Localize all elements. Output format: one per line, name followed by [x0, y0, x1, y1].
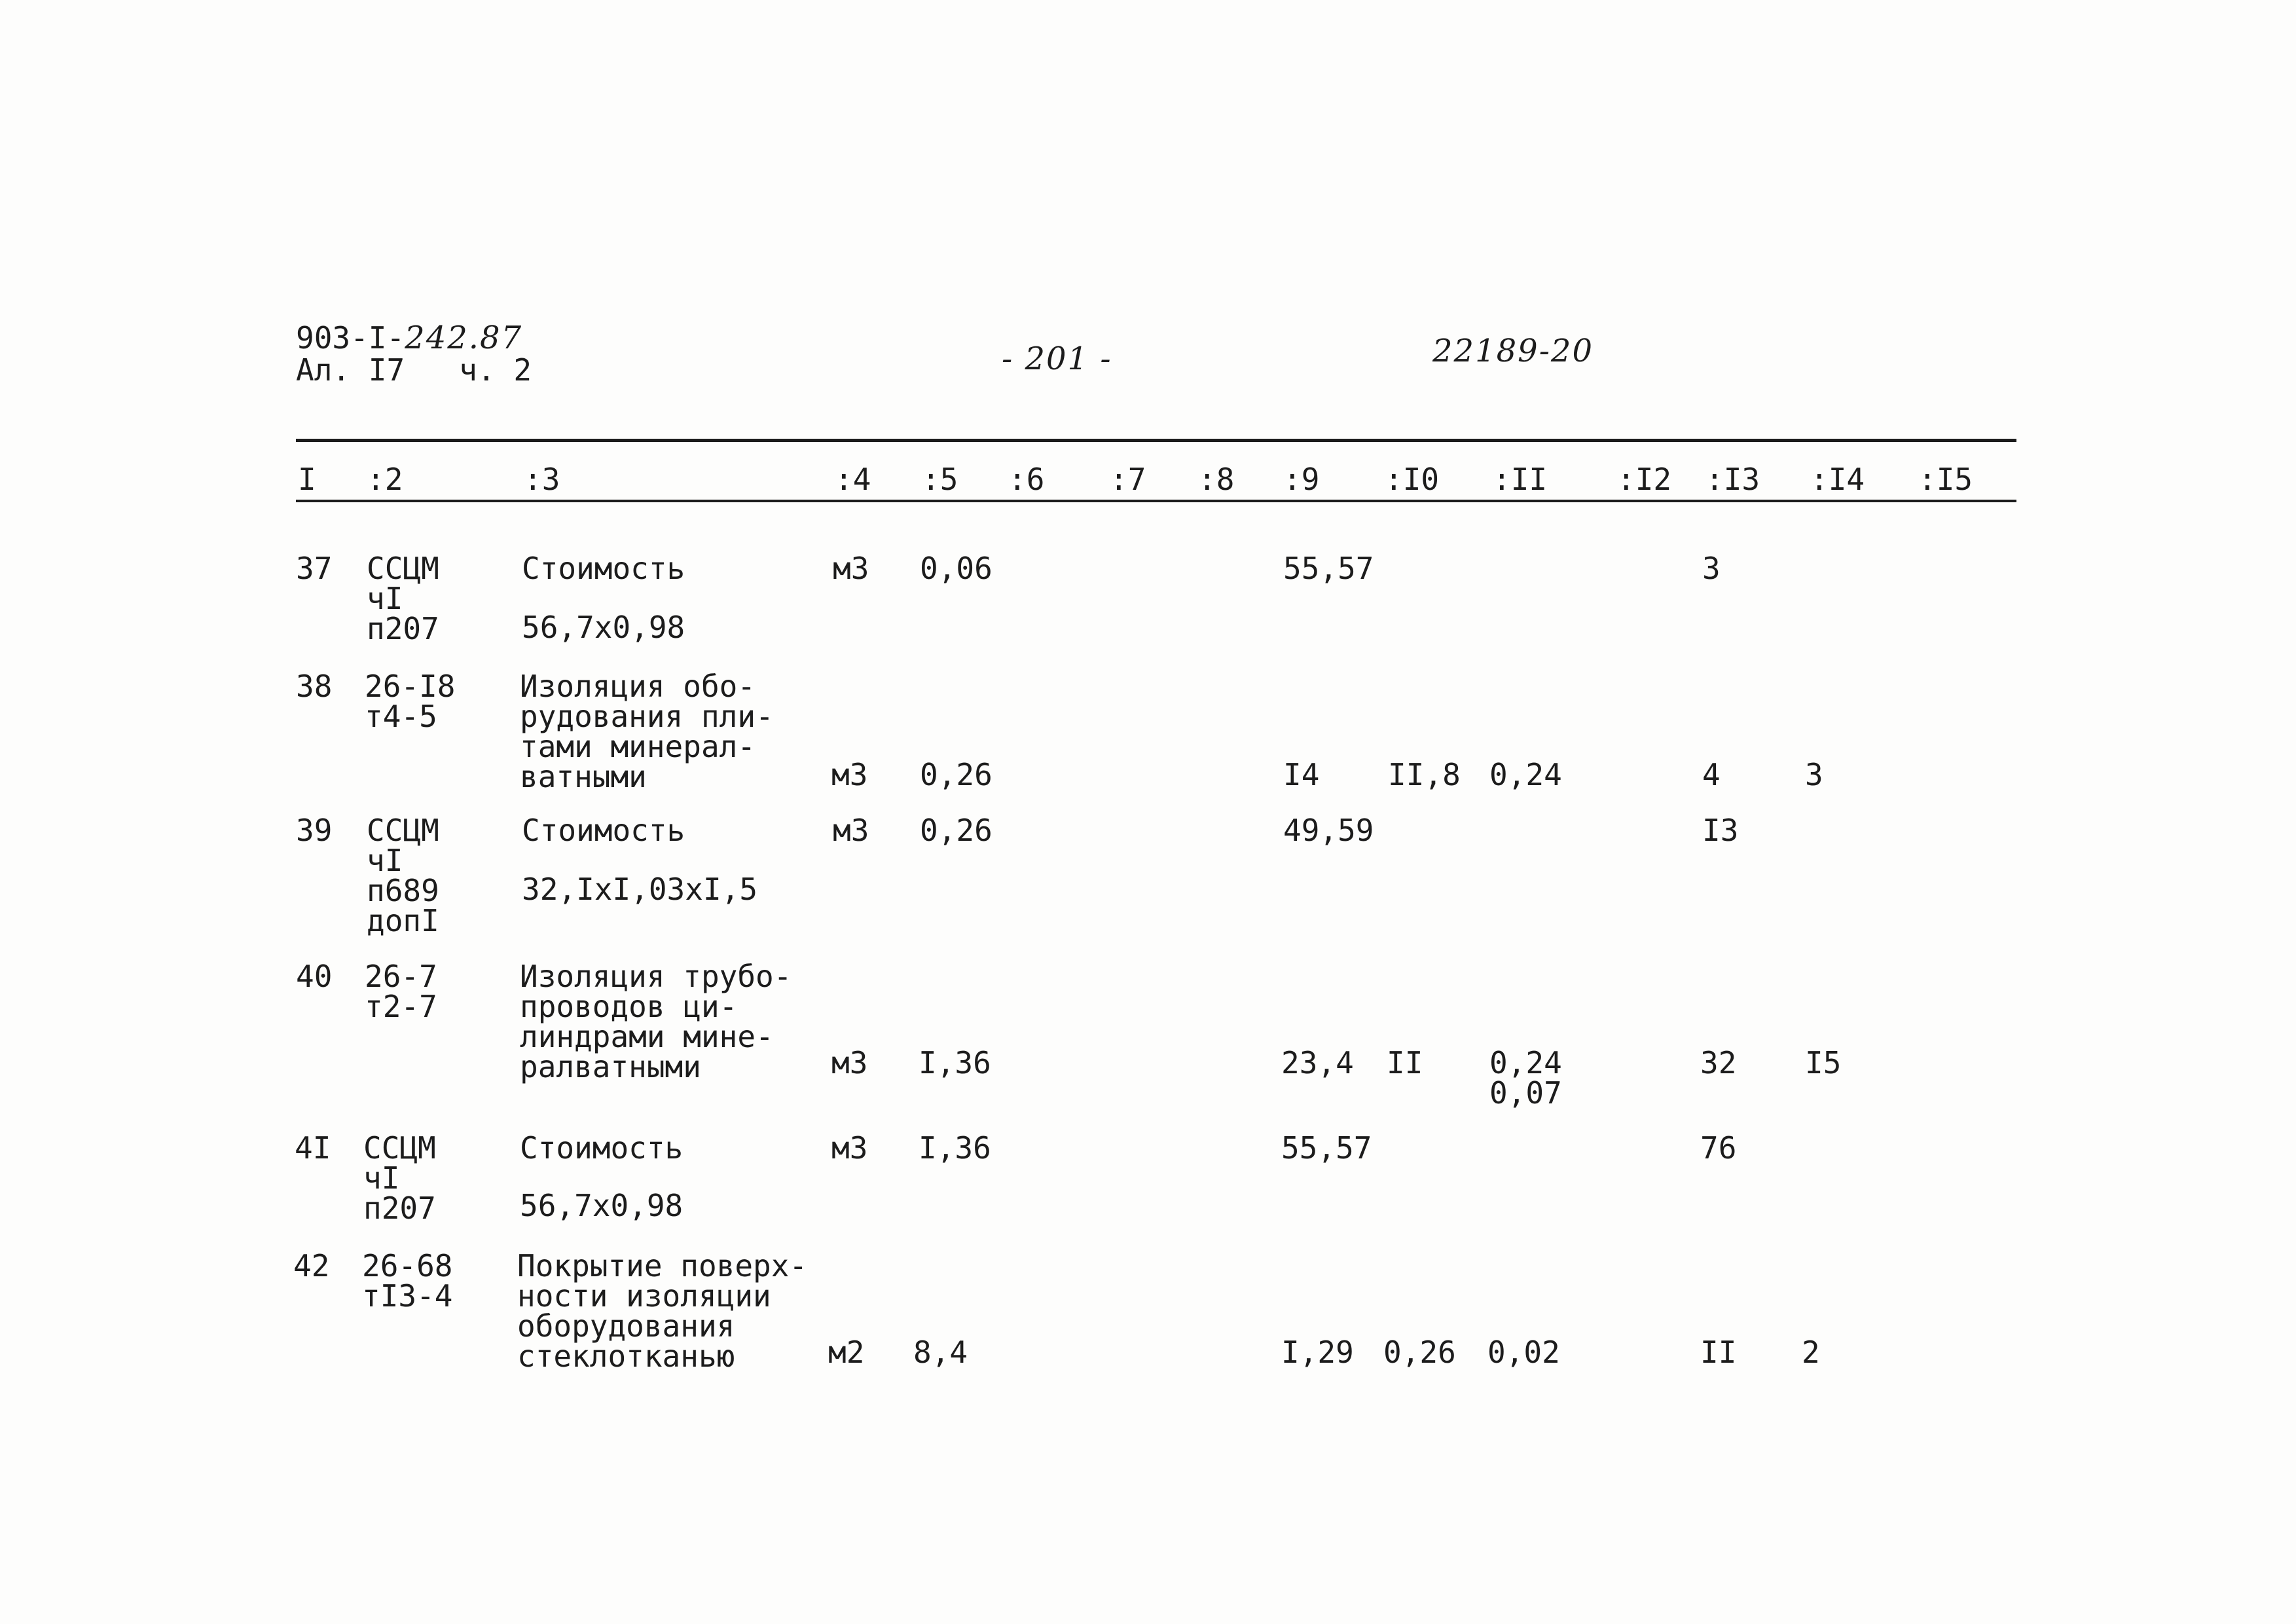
quantity: I,36 [919, 1045, 991, 1080]
unit: м3 [831, 1130, 868, 1166]
quantity: 8,4 [913, 1335, 968, 1370]
page-number: - 201 - [1002, 341, 1112, 377]
col13-value: I3 [1702, 813, 1739, 848]
quantity: 0,26 [920, 813, 993, 848]
column-header-12: :I2 [1617, 462, 1672, 497]
column-header-6: :6 [1008, 462, 1045, 497]
registration-number: 22189-20 [1432, 333, 1594, 369]
quantity: 0,06 [920, 551, 993, 586]
column-header-15: :I5 [1918, 462, 1973, 497]
col9-value: 55,57 [1283, 551, 1374, 586]
norm-code: ССЦМ чI п689 допI [367, 813, 439, 938]
row-number: 37 [296, 551, 333, 586]
col9-value: 49,59 [1283, 813, 1374, 848]
norm-code: 26-68 тI3-4 [362, 1248, 453, 1314]
unit: м2 [828, 1335, 865, 1370]
album-label [296, 352, 532, 388]
col9-value: I,29 [1281, 1335, 1354, 1370]
col13-value: 3 [1702, 551, 1721, 586]
cost-formula: 56,7х0,98 [522, 610, 685, 645]
work-description: Стоимость [522, 551, 685, 586]
norm-code: 26-I8 т4-5 [365, 669, 456, 734]
row-number: 42 [293, 1248, 330, 1283]
row-number: 39 [296, 813, 333, 848]
row-number: 40 [296, 959, 333, 994]
column-header-10: :I0 [1385, 462, 1440, 497]
document-code-handwritten: 242.87 [405, 320, 523, 356]
col10-value: II,8 [1388, 757, 1461, 792]
col13-value: 32 [1700, 1045, 1737, 1080]
col10-value: 0,26 [1383, 1335, 1456, 1370]
work-description: Стоимость [522, 813, 685, 848]
part-number: ч. 2 [459, 352, 532, 388]
table-top-rule [296, 439, 2016, 442]
column-header-7: :7 [1110, 462, 1146, 497]
column-header-2: :2 [367, 462, 403, 497]
col13-value: 4 [1702, 757, 1721, 792]
col11-value: 0,24 0,07 [1489, 1045, 1562, 1111]
col14-value: 2 [1802, 1335, 1820, 1370]
norm-code: 26-7 т2-7 [365, 959, 437, 1024]
col13-value: II [1700, 1335, 1737, 1370]
col13-value: 76 [1700, 1130, 1737, 1166]
col9-value: I4 [1283, 757, 1320, 792]
cost-formula: 56,7х0,98 [520, 1188, 683, 1223]
document-code-printed: 903-I- [296, 320, 405, 356]
work-description: Изоляция обо- рудования пли- тами минерал- ватными [520, 669, 774, 794]
quantity: 0,26 [920, 757, 993, 792]
table-header-rule [296, 500, 2016, 502]
unit: м3 [833, 813, 869, 848]
row-number: 4I [295, 1130, 331, 1166]
col9-value: 55,57 [1281, 1130, 1372, 1166]
column-header-11: :II [1493, 462, 1548, 497]
unit: м3 [831, 757, 868, 792]
work-description: Стоимость [520, 1130, 683, 1166]
cost-formula: 32,IхI,03хI,5 [522, 872, 758, 907]
document-code [296, 320, 522, 356]
column-header-1: I [298, 462, 316, 497]
column-header-5: :5 [922, 462, 958, 497]
row-number: 38 [296, 669, 333, 704]
norm-code: ССЦМ чI п207 [367, 551, 439, 646]
quantity: I,36 [919, 1130, 991, 1166]
column-header-3: :3 [524, 462, 560, 497]
column-header-13: :I3 [1705, 462, 1760, 497]
unit: м3 [833, 551, 869, 586]
norm-code: ССЦМ чI п207 [363, 1130, 436, 1226]
column-header-4: :4 [835, 462, 871, 497]
column-header-9: :9 [1283, 462, 1320, 497]
column-header-8: :8 [1198, 462, 1235, 497]
col9-value: 23,4 [1281, 1045, 1354, 1080]
col11-value: 0,24 [1489, 757, 1562, 792]
unit: м3 [831, 1045, 868, 1080]
album-number: Ал. I7 [296, 352, 405, 388]
col11-value: 0,02 [1487, 1335, 1560, 1370]
col10-value: II [1387, 1045, 1423, 1080]
work-description: Покрытие поверх- ности изоляции оборудования стеклотканью [517, 1248, 808, 1374]
col14-value: 3 [1805, 757, 1823, 792]
column-header-14: :I4 [1810, 462, 1865, 497]
work-description: Изоляция трубо- проводов ци- линдрами мине- ралватными [520, 959, 792, 1084]
col14-value: I5 [1805, 1045, 1842, 1080]
